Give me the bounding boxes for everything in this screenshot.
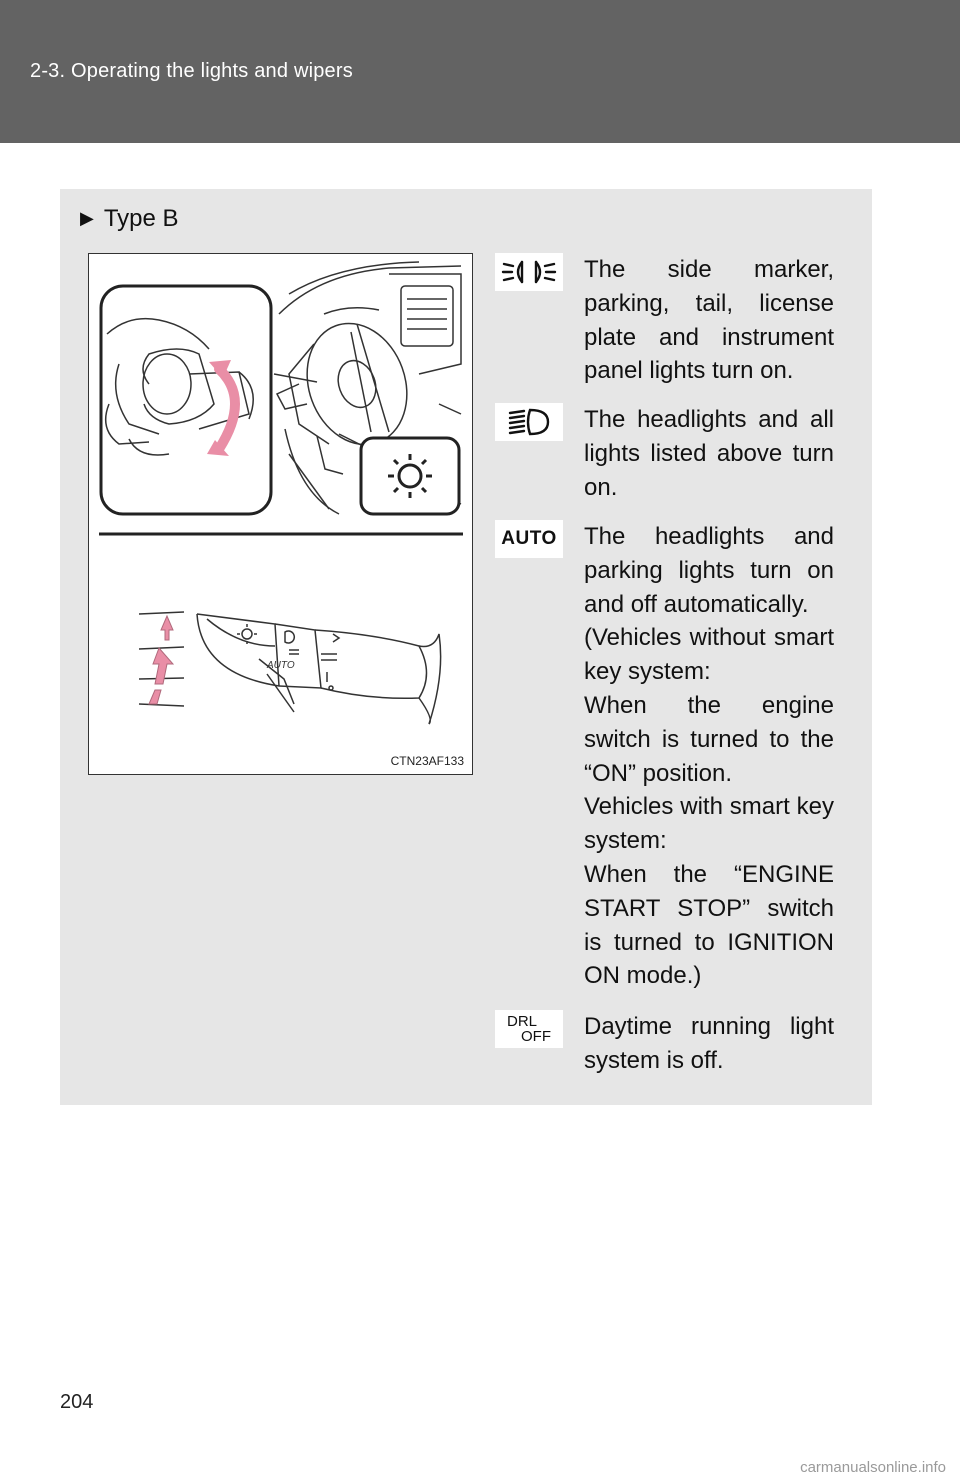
item-drl-off-text: Daytime running light system is off. [584, 1013, 834, 1074]
auto-icon [495, 520, 563, 558]
side-marker-light-icon [495, 253, 563, 291]
lever-auto-label: AUTO [267, 660, 295, 671]
drl-icon-top: DRL [507, 1013, 538, 1030]
item-side-marker-text: The side marker, parking, tail, license plate and instrument panel lights turn on. [584, 256, 834, 385]
illustration-drawing [89, 254, 474, 776]
item-auto-text-block [584, 520, 834, 993]
auto-icon-text: AUTO [501, 528, 557, 549]
type-label-text: Type B [103, 205, 179, 232]
header-bar [0, 0, 960, 143]
item-auto-note-1: (Vehicles without smart key system: [584, 624, 834, 686]
item-auto-note-2: When the engine switch is turned to the “ON” position. [584, 691, 834, 787]
item-auto-text: The headlights and parking lights turn on and off automatically. [584, 523, 834, 618]
section-title: 2-3. Operating the lights and wipers [30, 60, 353, 82]
watermark: carmanualsonline.info [800, 1459, 946, 1476]
figure-code: CTN23AF133 [390, 754, 464, 768]
item-auto-note-4: When the “ENGINE START STOP” switch is turned to IGNITION ON mode.) [584, 860, 834, 990]
headlight-icon [495, 403, 563, 441]
lever-illustration [88, 253, 473, 775]
page-number: 204 [60, 1391, 94, 1413]
drl-off-icon [495, 1010, 563, 1048]
item-auto-note-3: Vehicles with smart key system: [584, 793, 834, 855]
drl-icon-bottom: OFF [521, 1028, 551, 1045]
type-label [80, 205, 179, 233]
item-headlight-text: The headlights and all lights listed above turn on. [584, 406, 834, 501]
triangle-right-icon: ▶ [80, 208, 94, 228]
